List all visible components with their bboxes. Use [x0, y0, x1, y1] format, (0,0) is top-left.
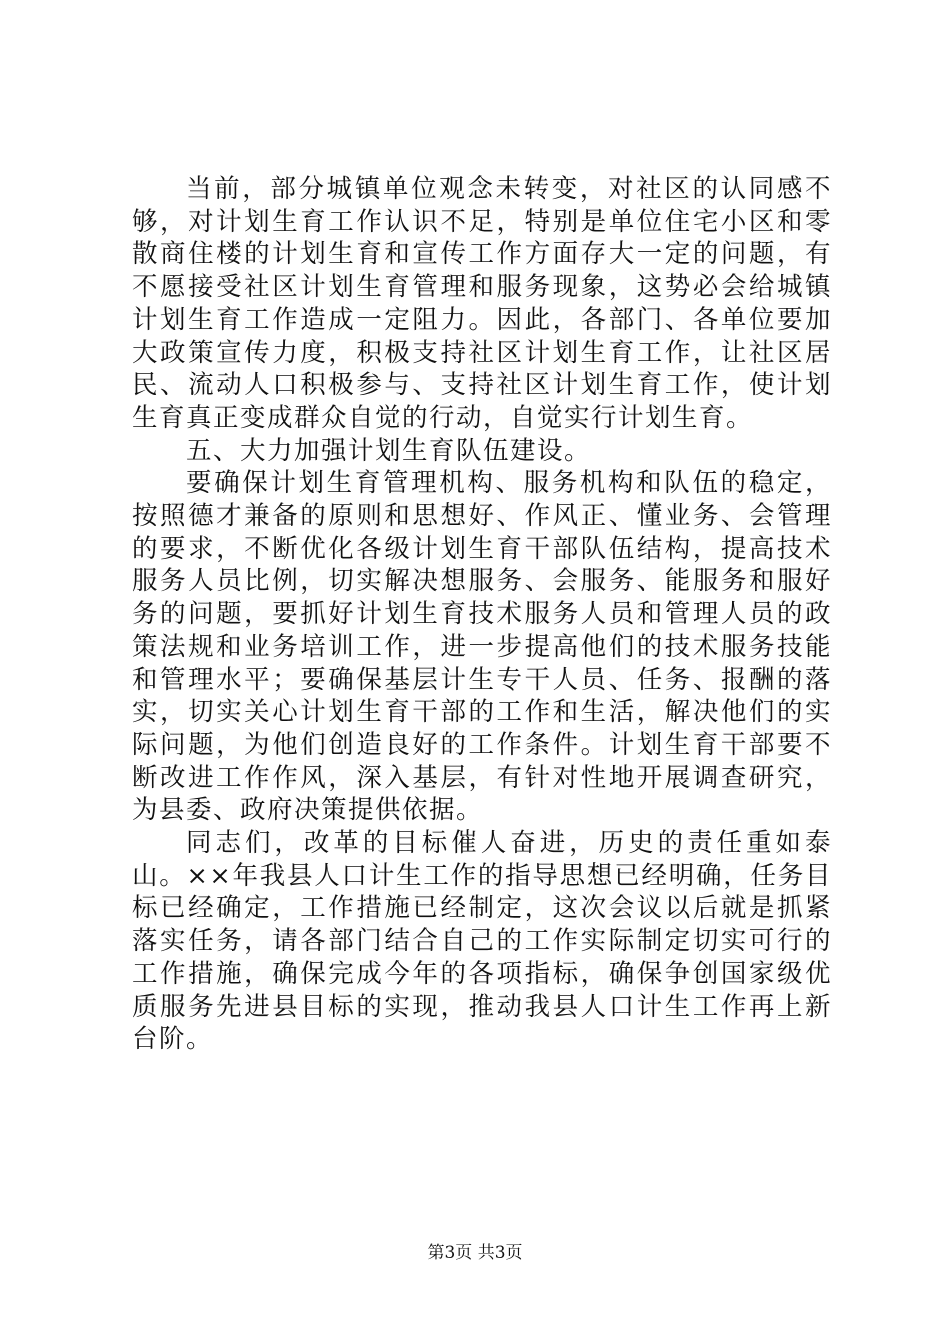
- document-body: [132, 173, 832, 1056]
- paragraph-closing-remarks: 同志们，改革的目标催人奋进，历史的责任重如泰山。××年我县人口计生工作的指导思想已经明确，任务目标已经确定，工作措施已经制定，这次会议以后就是抓紧落实任务，请各部门结合自己的工作实际制定切实可行的工作措施，确保完成今年的各项指标，确保争创国家级优质服务先进县目标的实现，推动我县人口计生工作再上新台阶。: [132, 828, 832, 1055]
- section-heading-team-building: 五、大力加强计划生育队伍建设。: [186, 435, 592, 466]
- page-footer: 第3页 共3页: [427, 1243, 523, 1263]
- paragraph-community-family-planning: 当前，部分城镇单位观念未转变，对社区的认同感不够，对计划生育工作认识不足，特别是单位住宅小区和零散商住楼的计划生育和宣传工作方面存大一定的问题，有不愿接受社区计划生育管理和服务现象，这势必会给城镇计划生育工作造成一定阻力。因此，各部门、各单位要加大政策宣传力度，积极支持社区计划生育工作，让社区居民、流动人口积极参与、支持社区计划生育工作，使计划生育真正变成群众自觉的行动，自觉实行计划生育。: [132, 174, 832, 433]
- paragraph-team-building: 要确保计划生育管理机构、服务机构和队伍的稳定，按照德才兼备的原则和思想好、作风正、懂业务、会管理的要求，不断优化各级计划生育干部队伍结构，提高技术服务人员比例，切实解决想服务、会服务、能服务和服好务的问题，要抓好计划生育技术服务人员和管理人员的政策法规和业务培训工作，进一步提高他们的技术服务技能和管理水平；要确保基层计生专干人员、任务、报酬的落实，切实关心计划生育干部的工作和生活，解决他们的实际问题，为他们创造良好的工作条件。计划生育干部要不断改进工作作风，深入基层，有针对性地开展调查研究，为县委、政府决策提供依据。: [132, 468, 832, 826]
